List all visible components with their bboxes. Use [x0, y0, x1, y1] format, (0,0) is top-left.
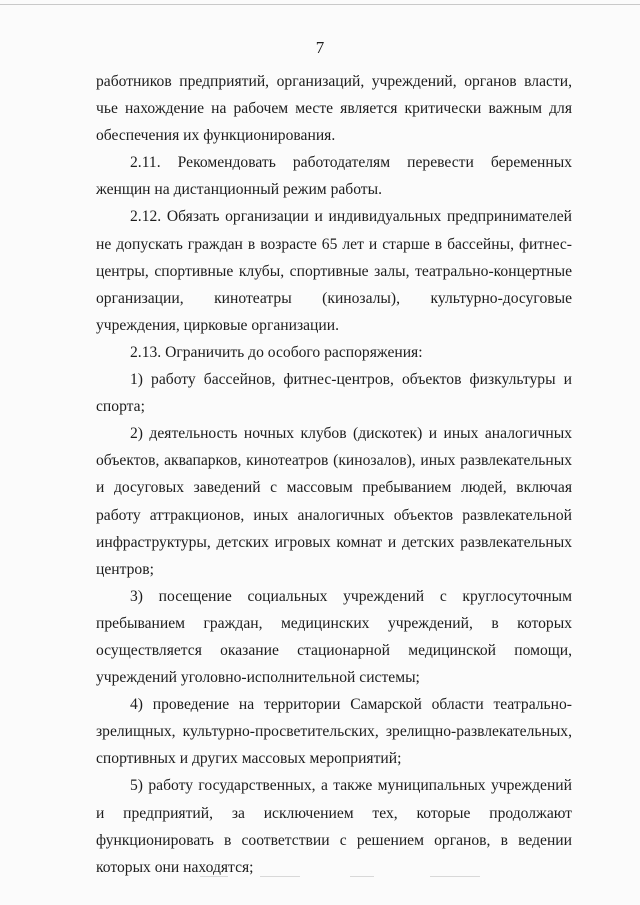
- paragraph-2-13: 2.13. Ограничить до особого распоряжения:: [130, 343, 423, 361]
- document-body: [96, 68, 572, 881]
- paragraph-2-11: 2.11. Рекомендовать работодателям перевести беременных женщин на дистанционный режим работы.: [96, 154, 572, 199]
- paragraph-2-12: 2.12. Обязать организации и индивидуальных предпринимателей не допускать граждан в возрасте 65 лет и старше в бассейны, фитнес-центры, спортивные клубы, спортивные залы, театрально-концертные организации, кинотеатры (кинозалы), культурно-досуговые учреждения, цирковые организации.: [96, 208, 572, 334]
- list-item-1: 1) работу бассейнов, фитнес-центров, объектов физкультуры и спорта;: [96, 371, 572, 416]
- list-item-5: 5) работу государственных, а также муниципальных учреждений и предприятий, за исключением тех, которые продолжают функционировать в соответствии с решением органов, в ведении которых они находятся;: [96, 777, 572, 876]
- paragraph-continuation: работников предприятий, организаций, учреждений, органов власти, чье нахождение на рабочем месте является критически важным для обеспечения их функционирования.: [96, 73, 572, 145]
- list-item-2: 2) деятельность ночных клубов (дискотек) и иных аналогичных объектов, аквапарков, кинотеатров (кинозалов), иных развлекательных и досуговых заведений с массовым пребыванием людей, включая работу аттракционов, иных аналогичных объектов развлекательной инфраструктуры, детских игровых комнат и детских развлекательных центров;: [96, 425, 572, 578]
- top-edge-line: [0, 4, 640, 5]
- bottom-edge-marks: [200, 876, 520, 878]
- page-number: 7: [315, 38, 325, 57]
- list-item-3: 3) посещение социальных учреждений с круглосуточным пребыванием граждан, медицинских учреждений, в которых осуществляется оказание стационарной медицинской помощи, учреждений уголовно-исполнительной системы;: [96, 587, 572, 687]
- list-item-4: 4) проведение на территории Самарской области театрально-зрелищных, культурно-просветительских, зрелищно-развлекательных, спортивных и других массовых мероприятий;: [96, 696, 572, 768]
